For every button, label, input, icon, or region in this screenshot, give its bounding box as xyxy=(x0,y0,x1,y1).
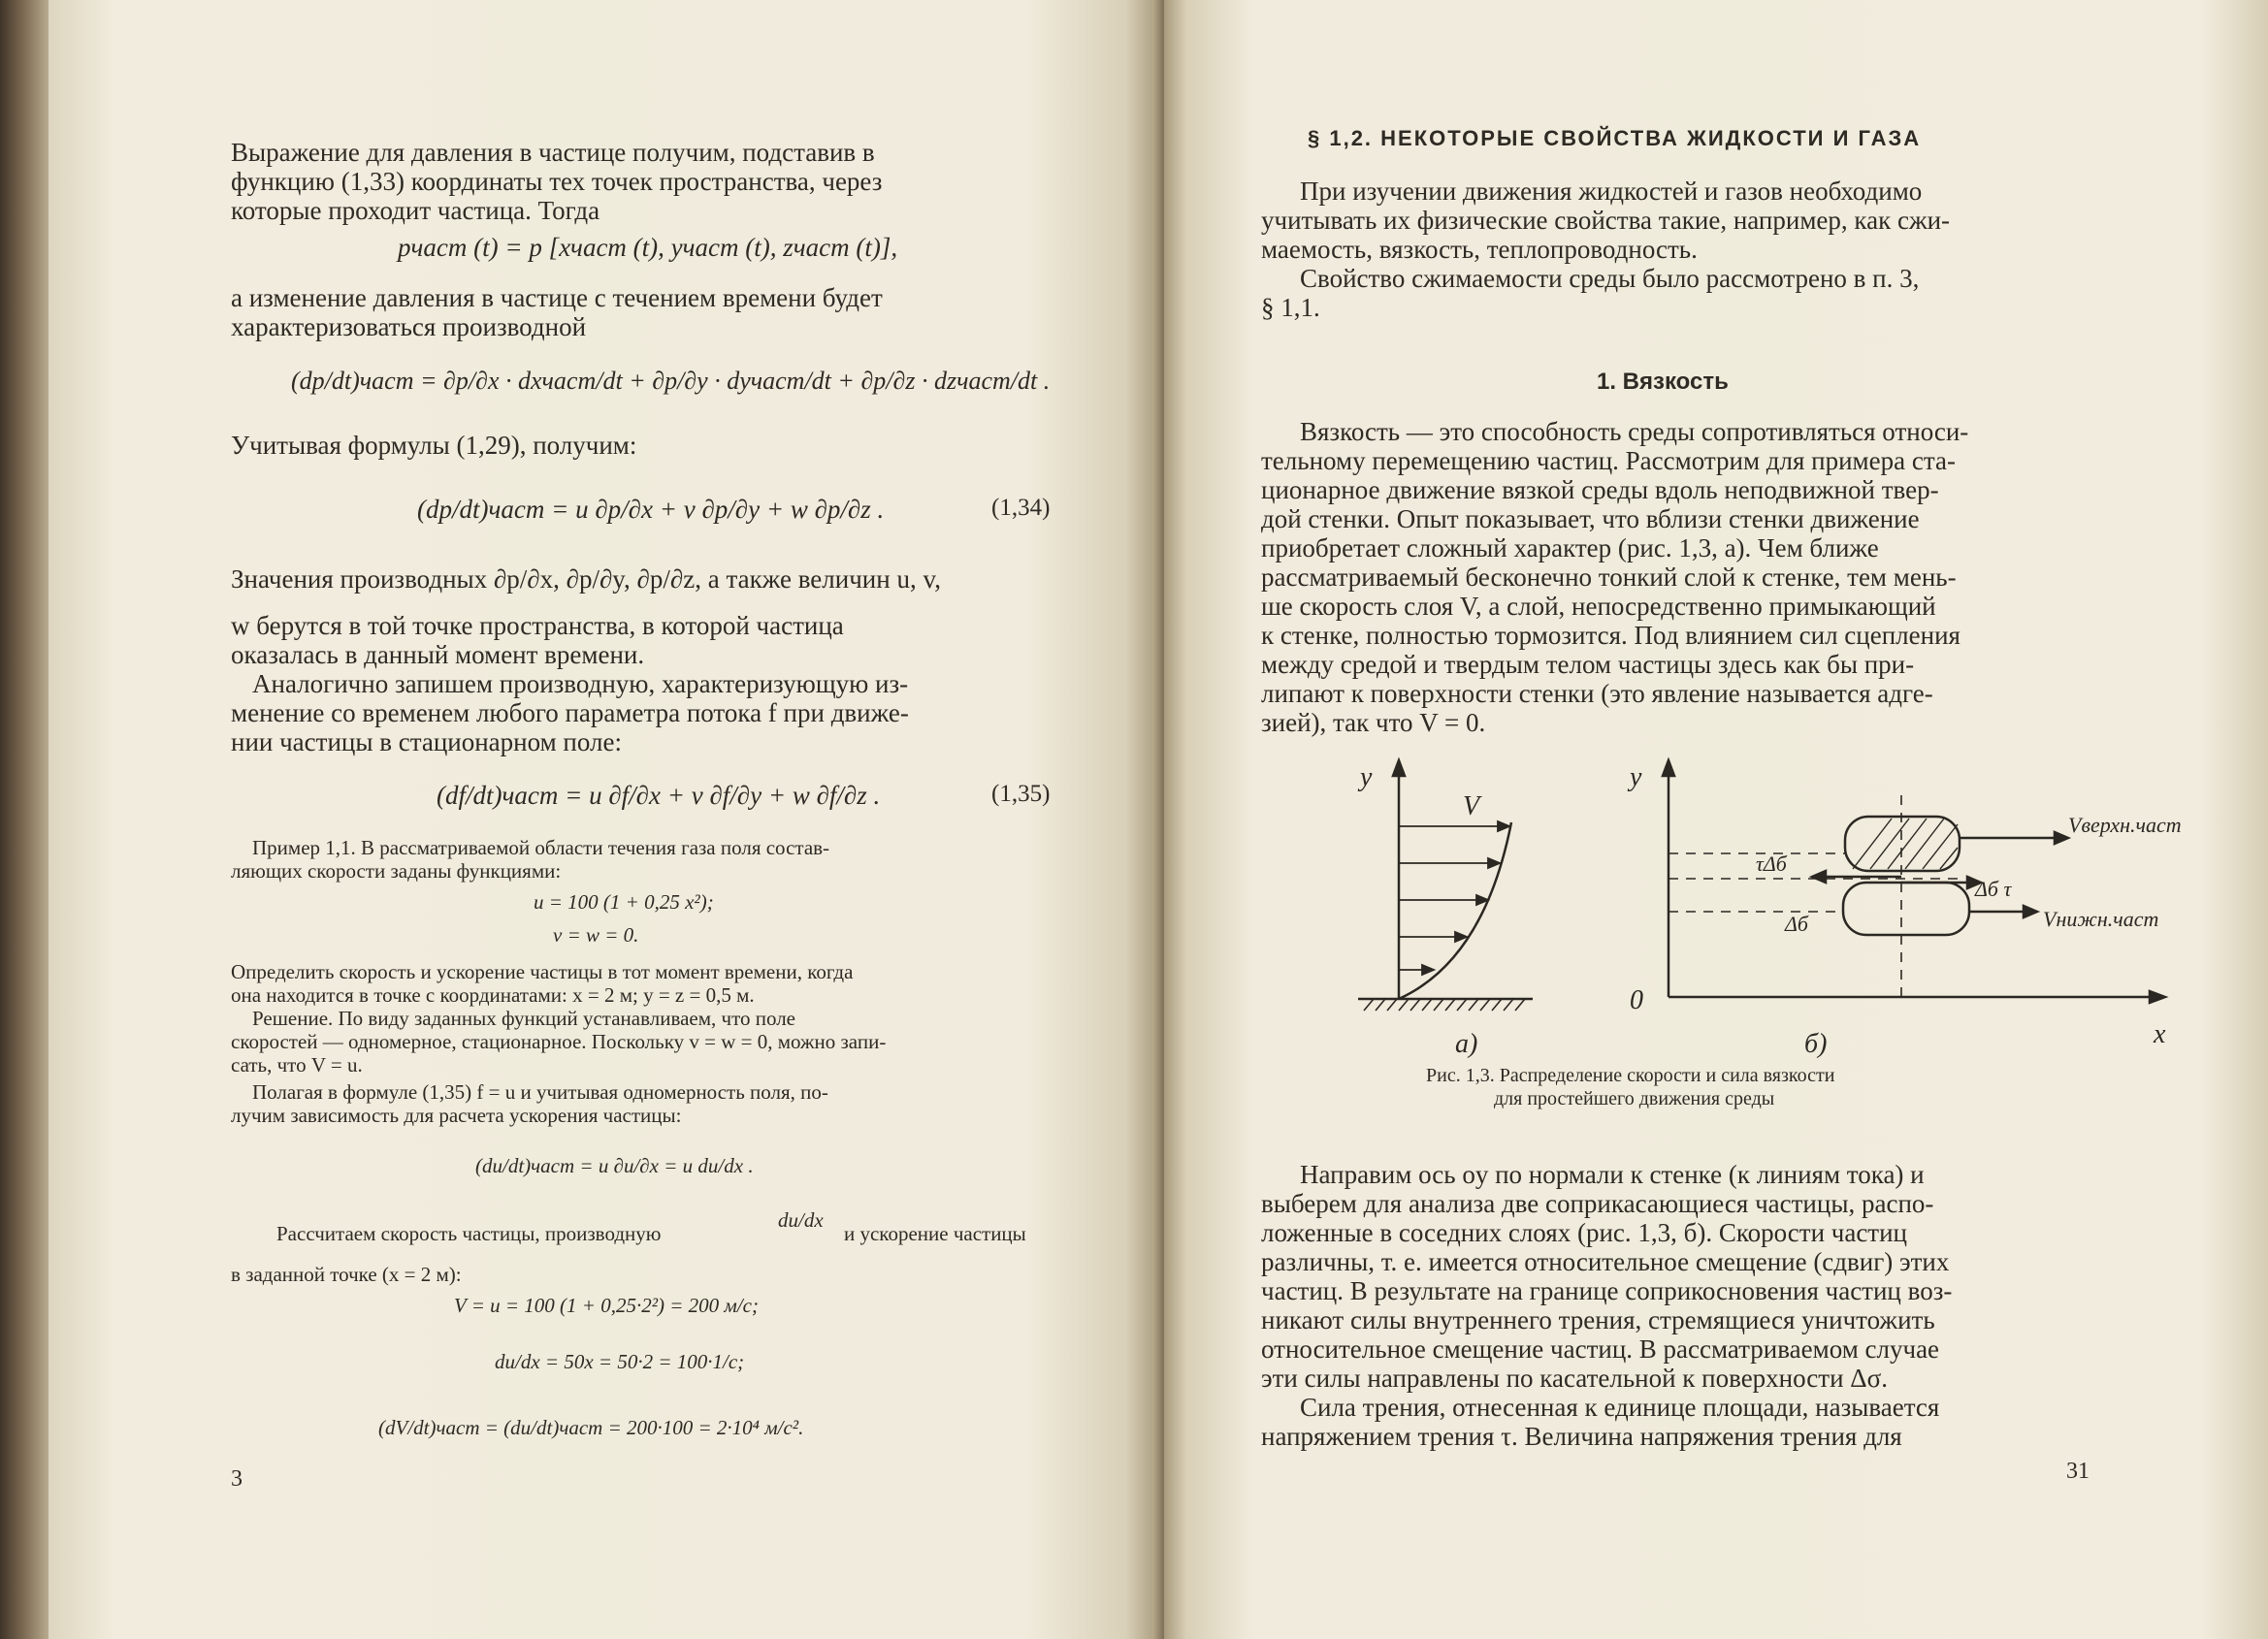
text-line: ложенные в соседних слоях (рис. 1,3, б). Скорости частиц xyxy=(1261,1218,1908,1247)
figure-caption: Рис. 1,3. Распределение скорости и сила вязкости xyxy=(1426,1065,1835,1086)
text-line: липают к поверхности стенки (это явление называется адге- xyxy=(1261,679,1933,708)
arrow-icon xyxy=(1393,760,1405,776)
arrow-icon xyxy=(1812,871,1826,883)
figure-caption: для простейшего движения среды xyxy=(1494,1088,1775,1109)
left-page xyxy=(49,0,1159,1639)
label-v-lower: Vнижн.част xyxy=(2043,907,2159,931)
text-line: функцию (1,33) координаты тех точек пространства, через xyxy=(231,167,883,196)
equation-pressure: pчаст (t) = p [xчаст (t), yчаст (t), zчаст (t)], xyxy=(398,233,898,262)
text-line: к стенке, полностью тормозится. Под влиянием сил сцепления xyxy=(1261,621,1960,650)
example-line: она находится в точке с координатами: x = 2 м; y = z = 0,5 м. xyxy=(231,983,755,1007)
text-line: рассматриваемый бесконечно тонкий слой к стенке, тем мень- xyxy=(1261,562,1957,592)
subsection-title: 1. Вязкость xyxy=(1597,369,1729,395)
text-line: ционарное движение вязкой среды вдоль неподвижной твер- xyxy=(1261,475,1939,504)
text-line: Учитывая формулы (1,29), получим: xyxy=(231,431,637,460)
text-line: различны, т. е. имеется относительное смещение (сдвиг) этих xyxy=(1261,1247,1950,1276)
text-line: Свойство сжимаемости среды было рассмотрено в п. 3, xyxy=(1300,264,1920,293)
example-line: Рассчитаем скорость частицы, производную xyxy=(276,1222,662,1245)
arrow-icon xyxy=(2055,832,2068,844)
label-tau-db: τΔб xyxy=(1756,852,1787,876)
example-fraction: du/dx xyxy=(778,1208,824,1232)
text-line: приобретает сложный характер (рис. 1,3, a). Чем ближе xyxy=(1261,533,1879,562)
text-line: выберем для анализа две соприкасающиеся частицы, распо- xyxy=(1261,1189,1934,1218)
label-y-b: y xyxy=(1630,762,1642,792)
text-line: При изучении движения жидкостей и газов необходимо xyxy=(1300,177,1923,206)
text-line: которые проходит частица. Тогда xyxy=(231,196,600,225)
label-V: V xyxy=(1463,791,1480,821)
text-line: Значения производных ∂p/∂x, ∂p/∂y, ∂p/∂z, а также величин u, v, xyxy=(231,564,941,594)
example-line: сать, что V = u. xyxy=(231,1053,363,1077)
label-a: a) xyxy=(1455,1029,1478,1059)
text-line: ше скорость слоя V, а слой, непосредственно примыкающий xyxy=(1261,592,1936,621)
example-line: ляющих скорости заданы функциями: xyxy=(231,859,562,883)
example-equation: u = 100 (1 + 0,25 x²); xyxy=(534,890,714,914)
text-line: Выражение для давления в частице получим, подставив в xyxy=(231,138,875,167)
label-origin: 0 xyxy=(1630,985,1643,1015)
text-line: Вязкость — это способность среды сопротивляться относи- xyxy=(1300,417,1969,446)
example-line: Решение. По виду заданных функций устанавливаем, что поле xyxy=(252,1007,795,1030)
text-line: частиц. В результате на границе соприкосновения частиц воз- xyxy=(1261,1276,1953,1305)
velocity-arrows xyxy=(1399,821,1509,975)
label-db: Δб xyxy=(1785,912,1808,936)
text-line: нии частицы в стационарном поле: xyxy=(231,727,622,756)
page-number: 3 xyxy=(231,1466,243,1492)
text-line: зией), так что V = 0. xyxy=(1261,708,1486,737)
figure-1-3 xyxy=(1339,756,2212,1067)
lower-particle xyxy=(1843,883,1969,935)
equation-1-35: (df/dt)част = u ∂f/∂x + v ∂f/∂y + w ∂f/∂z . xyxy=(437,781,881,810)
label-db-tau: Δб τ xyxy=(1975,877,2012,901)
example-line: лучим зависимость для расчета ускорения частицы: xyxy=(231,1104,682,1127)
arrow-icon xyxy=(1663,760,1674,776)
text-line: характеризоваться производной xyxy=(231,312,587,341)
equation-number: (1,35) xyxy=(991,781,1051,807)
example-line: скоростей — одномерное, стационарное. Поскольку v = w = 0, можно запи- xyxy=(231,1030,887,1053)
text-line: менение со временем любого параметра потока f при движе- xyxy=(231,698,909,727)
example-equation: (dV/dt)част = (du/dt)част = 200·100 = 2·10⁴ м/с². xyxy=(378,1416,804,1439)
label-b: б) xyxy=(1804,1029,1828,1059)
text-line: § 1,1. xyxy=(1261,293,1320,322)
example-line: Определить скорость и ускорение частицы в тот момент времени, когда xyxy=(231,960,854,983)
text-line: никают силы внутреннего трения, стремящиеся уничтожить xyxy=(1261,1305,1935,1334)
text-line: дой стенки. Опыт показывает, что вблизи стенки движение xyxy=(1261,504,1920,533)
text-line: w берутся в той точке пространства, в которой частица xyxy=(231,611,844,640)
text-line: оказалась в данный момент времени. xyxy=(231,640,645,669)
example-equation: v = w = 0. xyxy=(553,923,639,947)
equation-number: (1,34) xyxy=(991,495,1051,521)
label-x: x xyxy=(2154,1019,2166,1049)
wall-hatching xyxy=(1364,999,1525,1011)
example-equation: V = u = 100 (1 + 0,25·2²) = 200 м/с; xyxy=(454,1294,759,1317)
page-number: 31 xyxy=(2066,1459,2090,1484)
text-line: Сила трения, отнесенная к единице площади, называется xyxy=(1300,1393,1940,1422)
example-line: в заданной точке (x = 2 м): xyxy=(231,1263,462,1286)
velocity-profile xyxy=(1399,822,1511,999)
text-line: эти силы направлены по касательной к поверхности Δσ. xyxy=(1261,1364,1888,1393)
text-line: тельному перемещению частиц. Рассмотрим для примера ста- xyxy=(1261,446,1956,475)
label-y-a: y xyxy=(1360,762,1373,792)
text-line: Направим ось oy по нормали к стенке (к линиям тока) и xyxy=(1300,1160,1925,1189)
section-title: § 1,2. НЕКОТОРЫЕ СВОЙСТВА ЖИДКОСТИ И ГАЗА xyxy=(1308,126,1922,150)
example-line: Полагая в формуле (1,35) f = u и учитывая одномерность поля, по- xyxy=(252,1080,828,1104)
arrow-icon xyxy=(2024,906,2037,917)
text-line: между средой и твердым телом частицы здесь как бы при- xyxy=(1261,650,1915,679)
example-line: Пример 1,1. В рассматриваемой области течения газа поля состав- xyxy=(252,836,830,859)
upper-particle-hatching xyxy=(1853,819,1958,869)
text-line: а изменение давления в частице с течением времени будет xyxy=(231,283,883,312)
dashed-guides xyxy=(1669,795,1960,997)
text-line: напряжением трения τ. Величина напряжения трения для xyxy=(1261,1422,1902,1451)
example-line: и ускорение частицы xyxy=(844,1222,1026,1245)
example-equation: (du/dt)част = u ∂u/∂x = u du/dx . xyxy=(475,1154,754,1177)
text-line: учитывать их физические свойства такие, например, как сжи- xyxy=(1261,206,1951,235)
right-page xyxy=(1164,0,2268,1639)
text-line: маемость, вязкость, теплопроводность. xyxy=(1261,235,1698,264)
text-line: Аналогично запишем производную, характеризующую из- xyxy=(252,669,909,698)
label-v-upper: Vверхн.част xyxy=(2068,813,2182,837)
arrow-icon xyxy=(2150,991,2165,1003)
equation-dp: (dp/dt)част = ∂p/∂x · dxчаст/dt + ∂p/∂y · dyчаст/dt + ∂p/∂z · dzчаст/dt . xyxy=(291,367,1051,395)
equation-1-34: (dp/dt)част = u ∂p/∂x + v ∂p/∂y + w ∂p/∂z . xyxy=(417,495,885,524)
example-equation: du/dx = 50x = 50·2 = 100·1/с; xyxy=(495,1350,745,1373)
text-line: относительное смещение частиц. В рассматриваемом случае xyxy=(1261,1334,1940,1364)
